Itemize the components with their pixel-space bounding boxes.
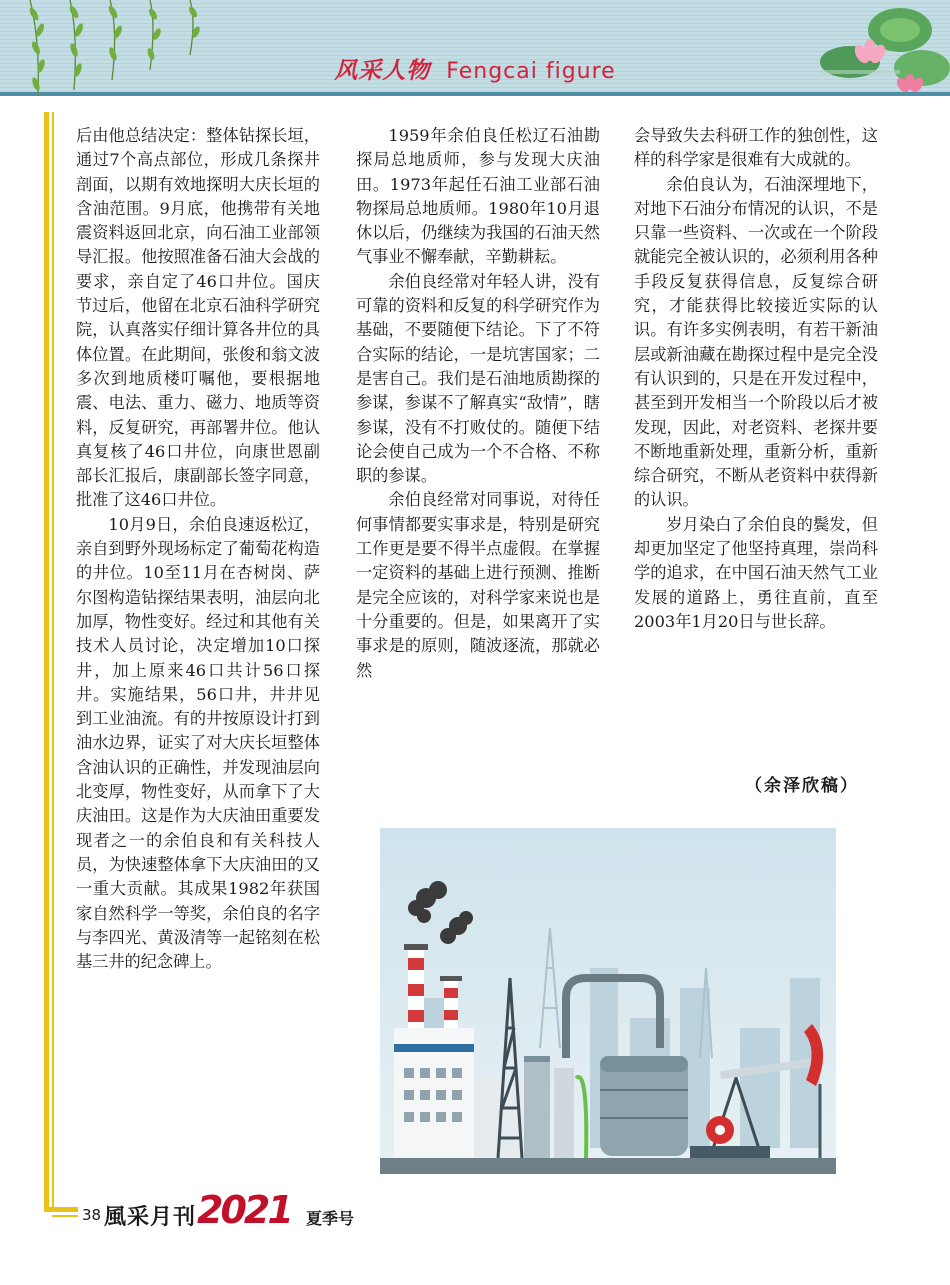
gold-border-vertical-thin: [52, 112, 54, 1212]
paragraph: 余伯良经常对同事说，对待任何事情都要实事求是，特别是研究工作更是要不得半点虚假。在掌握一定资料的基础上进行预测、推断是完全应该的，对科学家来说也是十分重要的。但是，如果离开了实事求是的原则，随波逐流，那就必然: [356, 490, 600, 680]
byline: （余泽欣稿）: [745, 776, 859, 796]
oil-refinery-illustration: [380, 828, 836, 1174]
article-column-1: [76, 124, 320, 974]
paragraph: 余伯良经常对年轻人讲，没有可靠的资料和反复的科学研究作为基础，不要随便下结论。下了不符合实际的结论，一是坑害国家；二是害自己。我们是石油地质勘探的参谋，参谋不了解真实“敌情”，瞎参谋，没有不打败仗的。随便下结论会使自己成为一个不合格、不称职的参谋。: [356, 271, 600, 486]
paragraph: 岁月染白了余伯良的鬓发，但却更加坚定了他坚持真理，崇尚科学的追求，在中国石油天然气工业发展的道路上，勇往直前，直至2003年1月20日与世长辞。: [634, 514, 878, 631]
magazine-year: 2021: [197, 1188, 291, 1232]
section-title-english: Fengcai figure: [446, 59, 616, 84]
article-column-2: [356, 124, 600, 683]
magazine-name: 風采月刊: [104, 1204, 197, 1230]
paragraph: 余伯良认为，石油深埋地下，对地下石油分布情况的认识，不是只靠一些资料、一次或在一个阶段就能完全被认识的，必须利用各种手段反复获得信息，反复综合研究，才能获得比较接近实际的认识。有许多实例表明，有若干新油层或新油藏在勘探过程中是完全没有认识到的，只是在开发过程中，甚至到开发相当一个阶段以后才被发现，因此，对老资料、老探井要不断地重新处理，重新分析，重新综合研究，不断从老资料中获得新的认识。: [634, 174, 878, 510]
gold-border-vertical: [44, 112, 49, 1212]
paragraph: 会导致失去科研工作的独创性，这样的科学家是很难有大成就的。: [634, 126, 878, 170]
paragraph: 1959年余伯良任松辽石油勘探局总地质师，参与发现大庆油田。1973年起任石油工业部石油物探局总地质师。1980年10月退休以后，仍继续为我国的石油天然气事业不懈奉献，辛勤耕耘。: [356, 126, 600, 267]
paragraph: 10月9日，余伯良速返松辽，亲自到野外现场标定了葡萄花构造的井位。10至11月在杏树岗、萨尔图构造钻探结果表明，油层向北加厚，物性变好。经过和其他有关技术人员讨论，决定增加10口探井，加上原来46口共计56口探井。实施结果，56口井，井井见到工业油流。有的井按原设计打到油水边界，证实了对大庆长垣整体含油认识的正确性，并发现油层向北变厚，物性变好，从而拿下了大庆油田。这是作为大庆油田重要发现者之一的余伯良和有关科技人员，为快速整体拿下大庆油田的又一重大贡献。其成果1982年获国家自然科学一等奖，余伯良的名字与李四光、黄汲清等一起铭刻在松基三井的纪念碑上。: [76, 514, 320, 972]
paragraph: 后由他总结决定：整体钻探长垣，通过7个高点部位，形成几条探井剖面，以期有效地探明大庆长垣的含油范围。9月底，他携带有关地震资料返回北京，向石油工业部领导汇报。他按照准备石油大会战的要求，亲自定了46口井位。国庆节过后，他留在北京石油科学研究院，认真落实仔细计算各井位的具体位置。在此期间，张俊和翁文波多次到地质楼叮嘱他，要根据地震、电法、重力、磁力、地质等资料，反复研究，再部署井位。他认真复核了46口井位，向康世恩副部长汇报后，康副部长签字同意，批准了这46口井位。: [76, 126, 320, 510]
section-title-chinese: 风采人物: [334, 57, 431, 84]
section-title: [0, 52, 950, 85]
gold-border-horizontal: [44, 1207, 78, 1212]
article-column-3: [634, 124, 878, 634]
magazine-issue: 夏季号: [306, 1209, 355, 1228]
gold-border-horizontal-thin: [52, 1215, 78, 1217]
page-number: 38: [82, 1206, 102, 1224]
